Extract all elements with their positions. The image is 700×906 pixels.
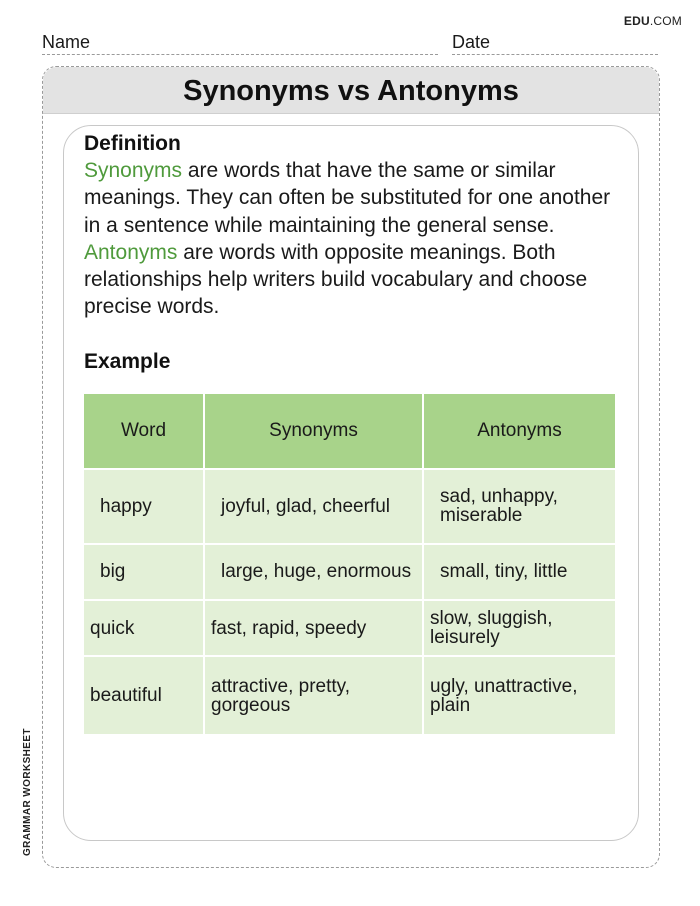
antonyms-cell: small, tiny, little bbox=[423, 544, 616, 600]
definition-text-1: are words that have the same or similar meanings. They can often be substituted for one another in a sentence while maintaining the general sense. bbox=[84, 159, 611, 237]
definition-text bbox=[84, 157, 632, 321]
word-cell: beautiful bbox=[84, 656, 204, 735]
date-field[interactable] bbox=[452, 32, 658, 55]
word-cell: big bbox=[84, 544, 204, 600]
brand-domain: .COM bbox=[649, 14, 682, 28]
header-synonyms: Synonyms bbox=[204, 394, 423, 469]
word-cell: happy bbox=[84, 469, 204, 544]
side-label: GRAMMAR WORKSHEET bbox=[22, 728, 33, 856]
synonyms-cell: large, huge, enormous bbox=[204, 544, 423, 600]
brand-name: EDU bbox=[623, 14, 650, 28]
definition-heading: Definition bbox=[84, 132, 181, 155]
antonyms-cell: ugly, unattractive, plain bbox=[423, 656, 616, 735]
table-row bbox=[84, 544, 616, 600]
worksheet-frame bbox=[42, 66, 660, 868]
synonyms-cell: joyful, glad, cheerful bbox=[204, 469, 423, 544]
example-heading: Example bbox=[84, 350, 171, 373]
name-field[interactable] bbox=[42, 32, 438, 55]
example-table bbox=[84, 394, 617, 736]
brand-logo bbox=[624, 14, 682, 28]
antonyms-cell: slow, sluggish, leisurely bbox=[423, 600, 616, 656]
name-label: Name bbox=[42, 32, 91, 52]
content-card bbox=[63, 125, 639, 841]
synonyms-cell: fast, rapid, speedy bbox=[204, 600, 423, 656]
header-fields bbox=[42, 32, 658, 54]
antonyms-cell: sad, unhappy, miserable bbox=[423, 469, 616, 544]
synonyms-cell: attractive, pretty, gorgeous bbox=[204, 656, 423, 735]
table-row bbox=[84, 469, 616, 544]
table-row bbox=[84, 656, 616, 735]
antonyms-term: Antonyms bbox=[84, 240, 178, 264]
table-row bbox=[84, 600, 616, 656]
date-label: Date bbox=[452, 32, 491, 52]
header-antonyms: Antonyms bbox=[423, 394, 616, 469]
header-word: Word bbox=[84, 394, 204, 469]
synonyms-term: Synonyms bbox=[84, 159, 183, 182]
definition-text-2: are words with opposite meanings. Both relationships help writers build vocabulary and choose precise words. bbox=[84, 240, 588, 319]
word-cell: quick bbox=[84, 600, 204, 656]
table-header-row bbox=[84, 394, 616, 469]
page-title: Synonyms vs Antonyms bbox=[43, 67, 659, 114]
